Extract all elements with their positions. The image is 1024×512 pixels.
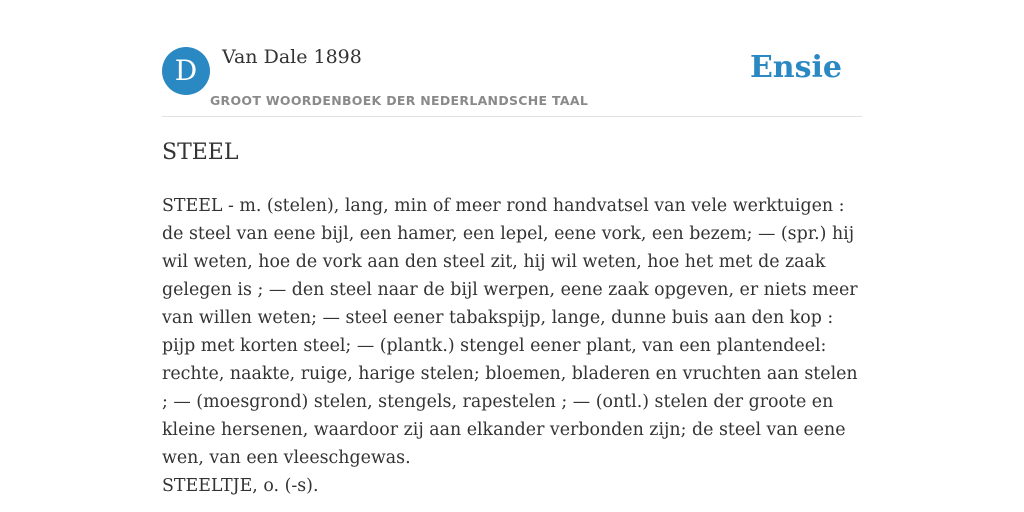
entry-definition: STEEL - m. (stelen), lang, min of meer rond handvatsel van vele werktuigen : de steel van eene bijl, een hamer, een lepel, eene vork, een bezem; — (spr.) hij wil weten, hoe de vork aan den steel zit, hij wil weten, hoe het met de zaak gelegen is ; — den steel naar de bijl werpen, eene zaak opgeven, er niets meer van willen weten; — steel eener tabakspijp, lange, dunne buis aan den kop : pijp met korten steel; — (plantk.) stengel eener plant, van een plantendeel: rechte, naakte, ruige, harige stelen; bloemen, bladeren en vruchten aan stelen ; — (moesgrond) stelen, stengels, rapestelen ; — (ontl.) stelen der groote en kleine hersenen, waardoor zij aan elkander verbonden zijn; de steel van eene wen, van een vleeschgewas. xyxy=(162,196,858,468)
entry-derivative: STEELTJE, o. (-s). xyxy=(162,476,319,496)
entry-body xyxy=(162,192,867,500)
brand-logo[interactable]: Ensie xyxy=(749,50,842,85)
source-subtitle: GROOT WOORDENBOEK DER NEDERLANDSCHE TAAL xyxy=(210,93,589,108)
source-logo[interactable]: D xyxy=(162,47,210,95)
header xyxy=(162,0,862,117)
source-title[interactable]: Van Dale 1898 xyxy=(222,46,362,68)
entry-title: STEEL xyxy=(162,140,239,165)
